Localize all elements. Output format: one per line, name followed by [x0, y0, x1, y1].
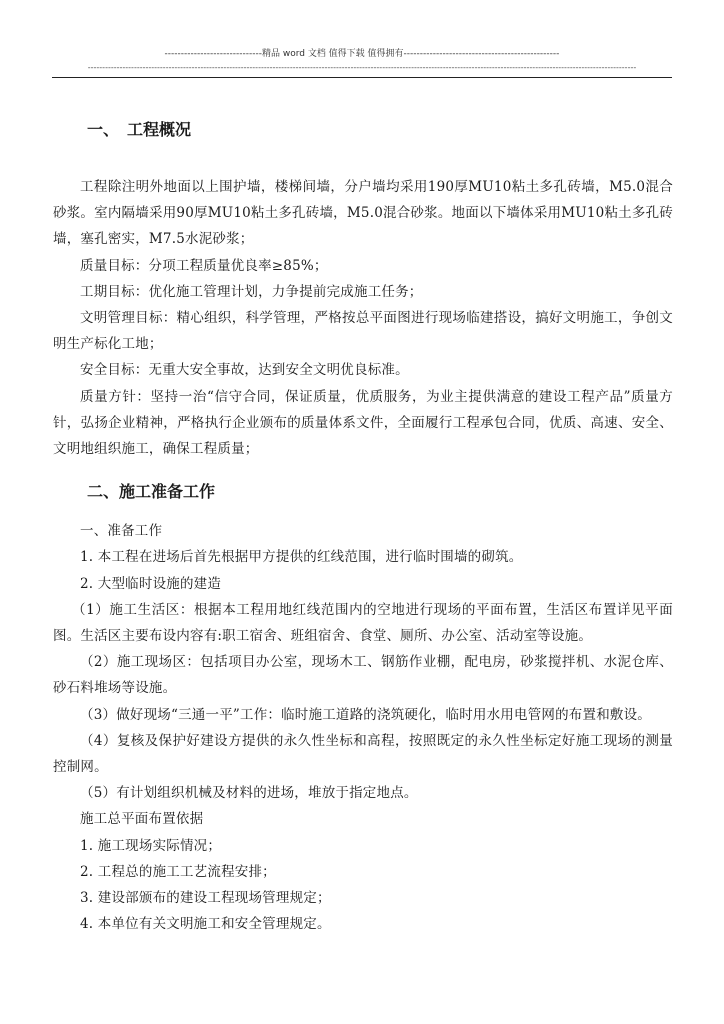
paragraph: 1. 本工程在进场后首先根据甲方提供的红线范围，进行临时围墙的砌筑。 [80, 549, 523, 566]
paragraph: 3. 建设部颁布的建设工程现场管理规定； [80, 890, 331, 907]
paragraph: 2. 大型临时设施的建造 [80, 575, 222, 592]
paragraph: 文明管理目标：精心组织，科学管理，严格按总平面图进行现场临建搭设，搞好文明施工，争创文明生产标化工地； [53, 310, 673, 353]
paragraph: 质量方针：坚持一治“信守合同，保证质量，优质服务，为业主提供满意的建设工程产品”质量方针，弘扬企业精神，严格执行企业颁布的质量体系文件，全面履行工程承包合同，优质、高速、安全、文明地组织施工，确保工程质量； [53, 388, 673, 458]
paragraph: 施工总平面布置依据 [80, 811, 204, 828]
section-1-heading [53, 112, 673, 148]
paragraph: 1. 施工现场实际情况； [80, 837, 222, 854]
document-body [53, 112, 673, 937]
paragraph: 一、准备工作 [80, 523, 163, 540]
paragraph: （4）复核及保护好建设方提供的永久性坐标和高程，按照既定的永久性坐标定好施工现场的测量控制网。 [53, 732, 673, 776]
header-dashed-line: ---------------------------------------------------------------------------------------------------------------------------------------------------------------------------------------------- [87, 63, 637, 72]
page-header [52, 48, 672, 73]
paragraph: 工程除注明外地面以上围护墙，楼梯间墙，分户墙均采用190厚MU10粘土多孔砖墙，M5.0混合砂浆。室内隔墙采用90厚MU10粘土多孔砖墙，M5.0混合砂浆。地面以下墙体采用MU10粘土多孔砖墙，塞孔密实，M7.5水泥砂浆； [53, 179, 673, 248]
header-banner-text: ------------------------------精品 word 文档 值得下载 值得拥有------------------------------------------------ [164, 49, 560, 59]
paragraph: 质量目标：分项工程质量优良率≥85%； [80, 257, 328, 274]
header-rule [52, 77, 672, 78]
paragraph: 安全目标：无重大安全事故，达到安全文明优良标准。 [80, 362, 409, 379]
paragraph: （3）做好现场“三通一平”工作：临时施工道路的浇筑硬化，临时用水用电管网的布置和敷设。 [80, 706, 651, 723]
paragraph: （5）有计划组织机械及材料的进场，堆放于指定地点。 [80, 785, 418, 802]
paragraph: 2. 工程总的施工工艺流程安排； [80, 863, 276, 880]
paragraph: （2）施工现场区：包括项目办公室，现场木工、钢筋作业棚，配电房，砂浆搅拌机、水泥仓库、砂石料堆场等设施。 [53, 654, 673, 697]
section-2-heading: 二、施工准备工作 [87, 482, 216, 502]
paragraph: （1）施工生活区：根据本工程用地红线范围内的空地进行现场的平面布置，生活区布置详见平面图。生活区主要布设内容有:职工宿舍、班组宿舍、食堂、厕所、办公室、活动室等设施。 [53, 601, 673, 645]
section-1-number: 一、 [87, 120, 120, 139]
section-1-title: 工程概况 [127, 120, 192, 139]
paragraph: 4. 本单位有关文明施工和安全管理规定。 [80, 916, 331, 933]
paragraph: 工期目标：优化施工管理计划，力争提前完成施工任务； [80, 283, 423, 300]
